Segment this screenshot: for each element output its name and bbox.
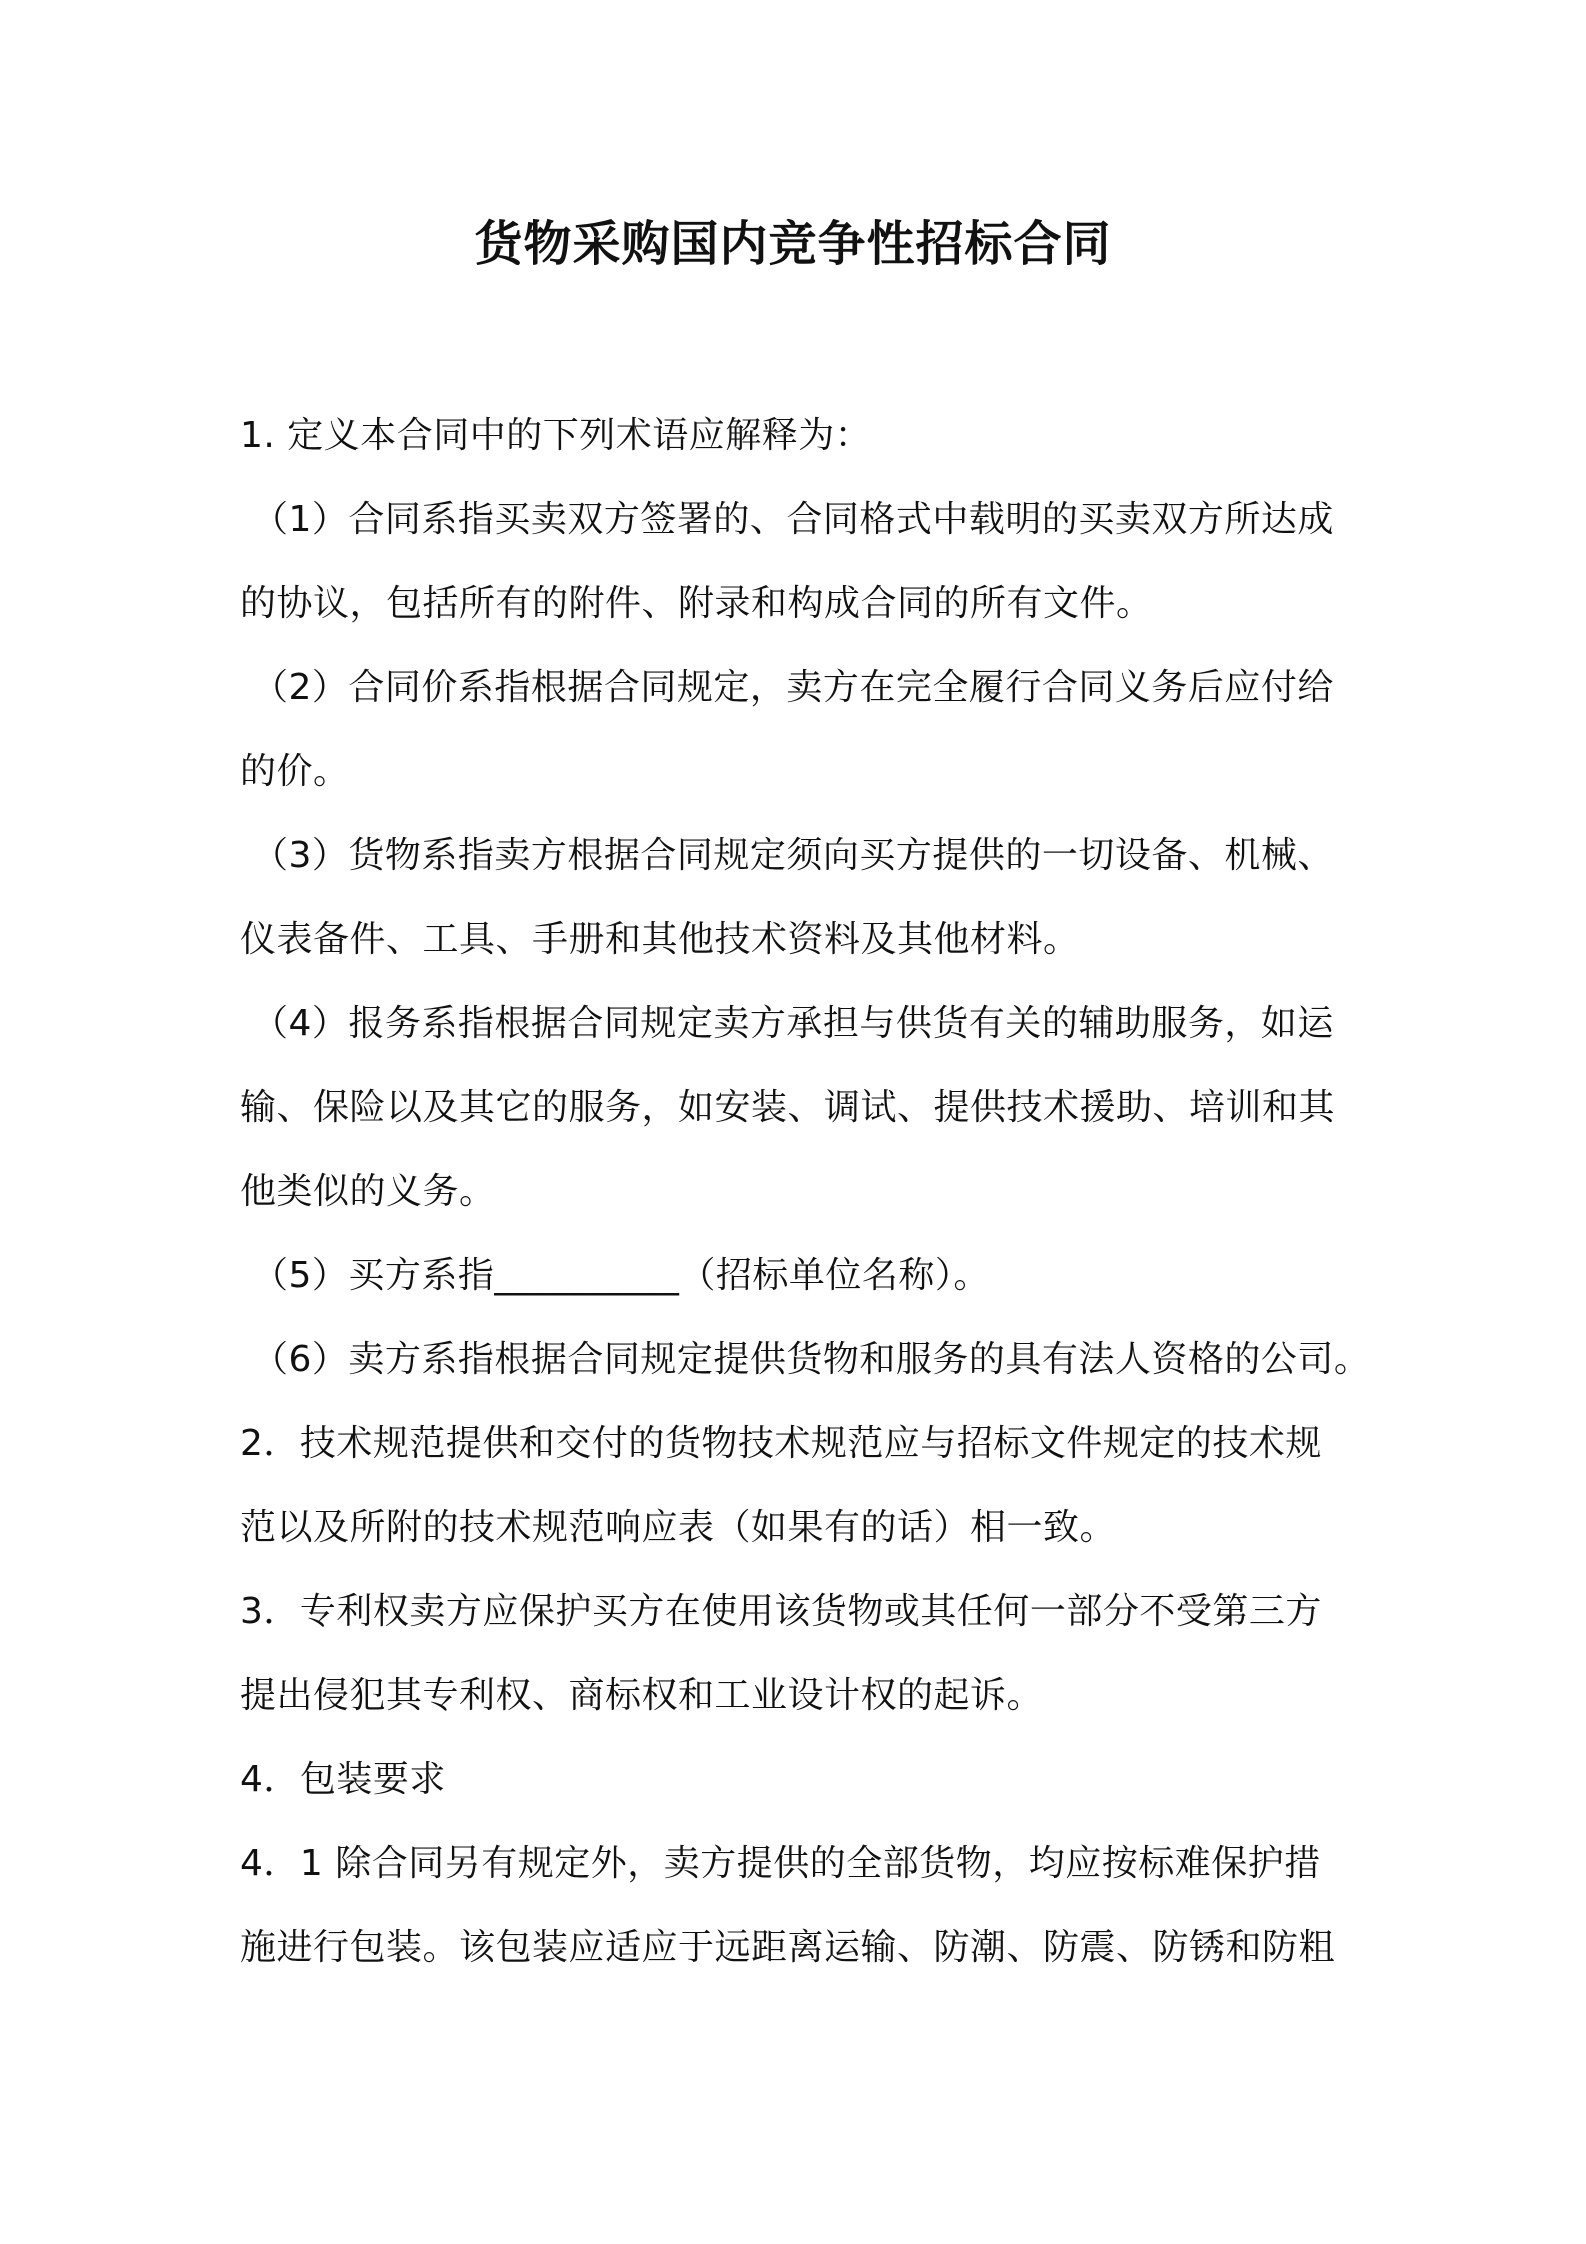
paragraph-line: 范以及所附的技术规范响应表（如果有的话）相一致。	[240, 1507, 1117, 1548]
paragraph-line: 4．1 除合同另有规定外，卖方提供的全部货物，均应按标难保护措	[240, 1843, 1321, 1884]
section-heading: 3．专利权卖方应保护买方在使用该货物或其任何一部分不受第三方	[240, 1591, 1322, 1632]
section-heading: 2．技术规范提供和交付的货物技术规范应与招标文件规定的技术规	[240, 1423, 1322, 1464]
paragraph-line: 施进行包装。该包装应适应于远距离运输、防潮、防震、防锈和防粗	[240, 1927, 1336, 1968]
paragraph-line: 提出侵犯其专利权、商标权和工业设计权的起诉。	[240, 1675, 1044, 1716]
section-heading: 4．包装要求	[240, 1759, 446, 1800]
paragraph-line: （4）报务系指根据合同规定卖方承担与供货有关的辅助服务，如运	[252, 1003, 1334, 1044]
paragraph-line: 他类似的义务。	[240, 1171, 496, 1212]
paragraph-line: 的价。	[240, 751, 350, 792]
paragraph-line: （3）货物系指卖方根据合同规定须向买方提供的一切设备、机械、	[252, 835, 1334, 876]
paragraph-line: 的协议，包括所有的附件、附录和构成合同的所有文件。	[240, 583, 1153, 624]
paragraph-line: 输、保险以及其它的服务，如安装、调试、提供技术援助、培训和其	[240, 1087, 1336, 1128]
paragraph-line: （2）合同价系指根据合同规定，卖方在完全履行合同义务后应付给	[252, 667, 1334, 708]
paragraph-line: （6）卖方系指根据合同规定提供货物和服务的具有法人资格的公司。	[252, 1339, 1371, 1380]
paragraph-line: 仪表备件、工具、手册和其他技术资料及其他材料。	[240, 919, 1080, 960]
document-title: 货物采购国内竞争性招标合同	[474, 216, 1112, 272]
paragraph-line: （5）买方系指__________（招标单位名称）。	[252, 1255, 990, 1296]
paragraph-line: （1）合同系指买卖双方签署的、合同格式中载明的买卖双方所达成	[252, 499, 1334, 540]
definition-heading: 1. 定义本合同中的下列术语应解释为：	[240, 415, 872, 456]
